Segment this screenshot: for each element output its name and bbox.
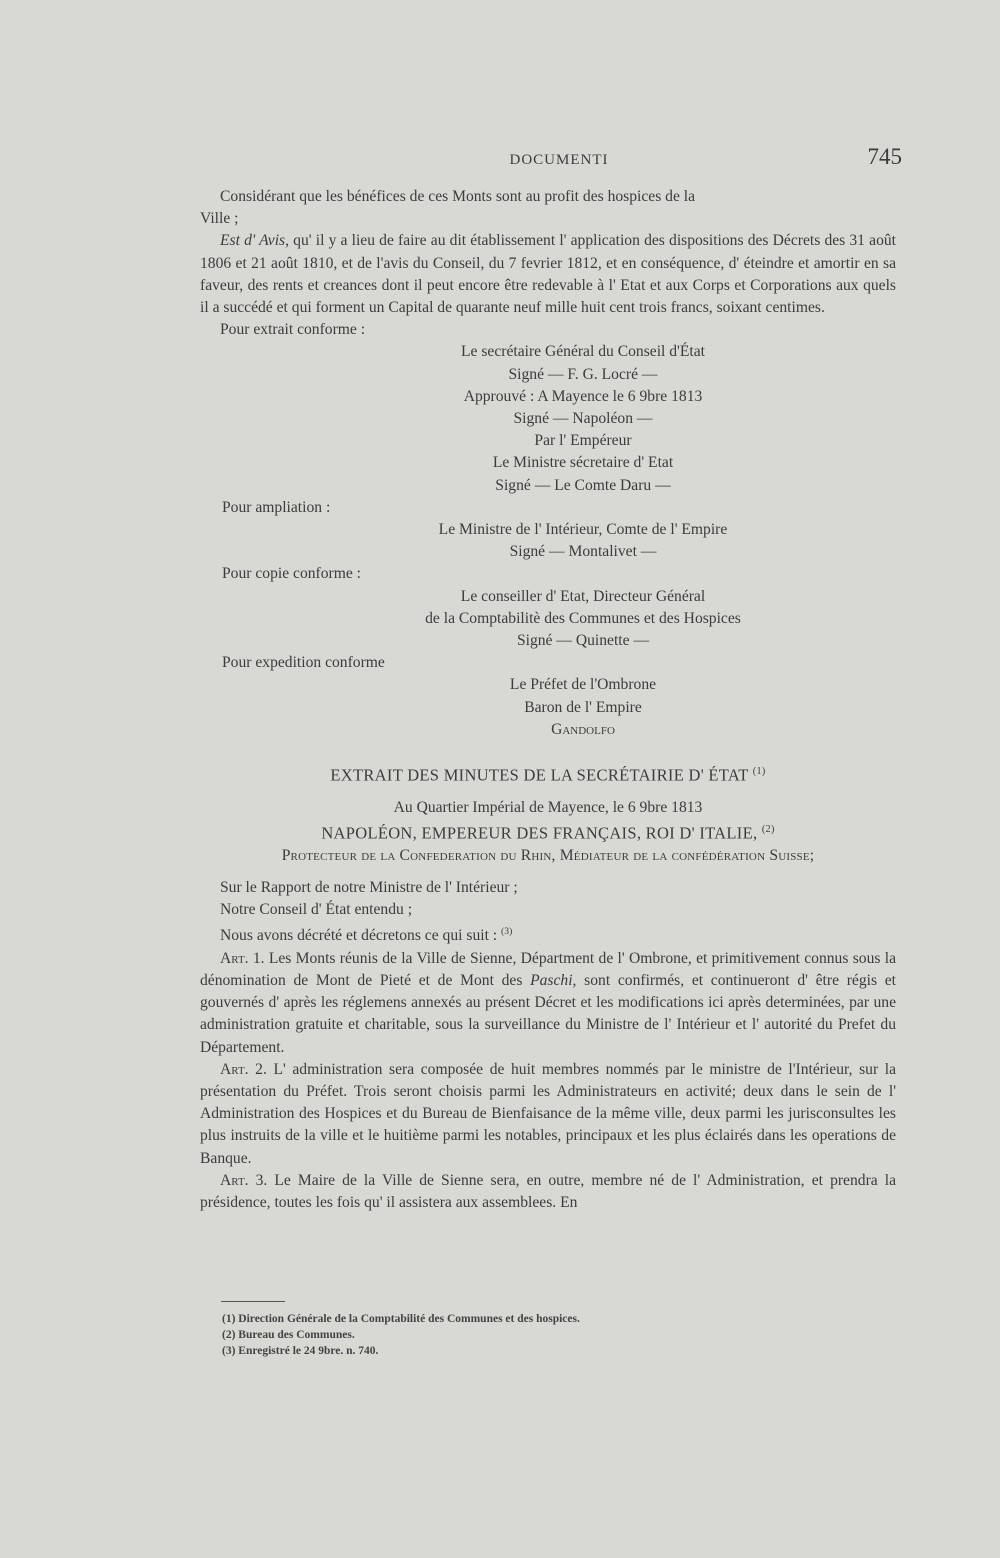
exp-baron: Baron de l' Empire	[524, 698, 642, 716]
decree-nous: Nous avons décrété et décretons ce qui suit : $^{(3)}$	[220, 926, 513, 945]
page-number: 745	[867, 144, 902, 169]
decree-place-date: Au Quartier Impérial de Mayence, le 6 9bre 1813	[393, 798, 703, 816]
footnote-ref-3: (3)	[501, 926, 513, 938]
extrait-label: Pour extrait conforme :	[220, 321, 366, 339]
exp-gandolfo: Gandolfo	[551, 720, 615, 738]
avis-paragraph	[200, 230, 896, 319]
sig-secretaire: Le secrétaire Général du Conseil d'État	[461, 343, 705, 361]
footnote-ref-1: (1)	[752, 766, 766, 778]
footnote-3: (3) Enregistré le 24 9bre. n. 740.	[222, 1345, 379, 1357]
avis-text: qu' il y a lieu de faire au dit établissement l' application des dispositions des Décrets des 31 août 1806 et 21 août 1810, et de l'avis du Conseil, du 7 fevrier 1812, et en conséquence, d' éteindre et amortir en sa faveur, des rents et creances dont il peut encore être redevable à l' Etat et aux Corps et Corporations aux quels il a succédé et qui forment un Capital de quarante neuf mille huit cent trois francs, soixant centimes.	[200, 232, 896, 317]
decree-notre: Notre Conseil d' État entendu ;	[220, 901, 413, 919]
sig-locre: Signé — F. G. Locré —	[508, 365, 658, 383]
decree-sur: Sur le Rapport de notre Ministre de l' Intérieur ;	[220, 878, 518, 896]
sig-par-empereur: Par l' Empéreur	[534, 432, 632, 450]
article-2: Art. 2. L' administration sera composée de huit membres nommés par le ministre de l'Intérieur, sur la présentation du Préfet. Trois seront choisis parmi les Administrateurs en activité; deux dans le sein de l' Administration des Hospices et du Bureau de Bienfaisance de la même ville, deux parmi les jurisconsultes les plus instruits de la ville et le huitième parmi les notables, principaux et les plus éclairés dans les operations de Banque.	[200, 1060, 896, 1167]
ampliation-label: Pour ampliation :	[222, 498, 331, 516]
running-head: DOCUMENTI	[509, 152, 609, 168]
article-3: Art. 3. Le Maire de la Ville de Sienne sera, en outre, membre né de l' Administration, et prendra la présidence, toutes les fois qu' il assistera aux assemblees. En	[200, 1171, 896, 1211]
footnote-rule	[221, 1301, 285, 1302]
footnote-ref-2: (2)	[761, 823, 775, 835]
sig-approuve: Approuvé : A Mayence le 6 9bre 1813	[463, 387, 703, 405]
copie-quinette: Signé — Quinette —	[516, 632, 650, 650]
document-body	[200, 186, 896, 1214]
decree-protecteur: Protecteur de la Confederation du Rhin, Médiateur de la confédération Suisse;	[281, 846, 815, 864]
footnote-2: (2) Bureau des Communes.	[222, 1329, 355, 1341]
copie-label: Pour copie conforme :	[222, 565, 362, 583]
copie-comptabilite: de la Comptabilitè des Communes et des Hospices	[425, 609, 741, 627]
decree-emperor: NAPOLÉON, EMPEREUR DES FRANÇAIS, ROI D' ITALIE, $^{(2)}$	[321, 823, 775, 843]
avis-emphasis: Est d' Avis,	[220, 232, 289, 250]
footnotes	[222, 1311, 822, 1359]
footnote-1: (1) Direction Générale de la Comptabilité des Communes et des hospices.	[222, 1313, 580, 1325]
page-header	[216, 144, 902, 174]
ampl-ministre: Le Ministre de l' Intérieur, Comte de l' Empire	[438, 521, 728, 539]
decree-title: EXTRAIT DES MINUTES DE LA SECRÉTAIRIE D' ÉTAT $^{(1)}$	[330, 765, 766, 785]
article-1: Art. 1. Les Monts réunis de la Ville de Sienne, Départment de l' Ombrone, et primitivement connus sous la dénomination de Mont de Pieté et de Mont des Paschi, sont confirmés, et continueront d' être régis et gouvernés d' après les réglemens annexés au présent Décret et les modifications ici après determinées, par une administration gratuite et charitable, sous la surveillance du Ministre de l' Intérieur et l' autorité du Prefet du Département.	[200, 949, 896, 1056]
exp-prefet: Le Préfet de l'Ombrone	[509, 676, 657, 694]
copie-conseiller: Le conseiller d' Etat, Directeur Général	[460, 587, 706, 605]
considerant-line-2: Ville ;	[200, 210, 239, 228]
sig-ministre-secretaire: Le Ministre sécretaire d' Etat	[492, 454, 674, 472]
ampl-montalivet: Signé — Montalivet —	[509, 543, 657, 561]
sig-daru: Signé — Le Comte Daru —	[495, 476, 671, 494]
expedition-label: Pour expedition conforme	[222, 654, 385, 672]
considerant-line-1: Considérant que les bénéfices de ces Monts sont au profit des hospices de la	[220, 188, 696, 205]
sig-napoleon: Signé — Napoléon —	[513, 410, 653, 428]
